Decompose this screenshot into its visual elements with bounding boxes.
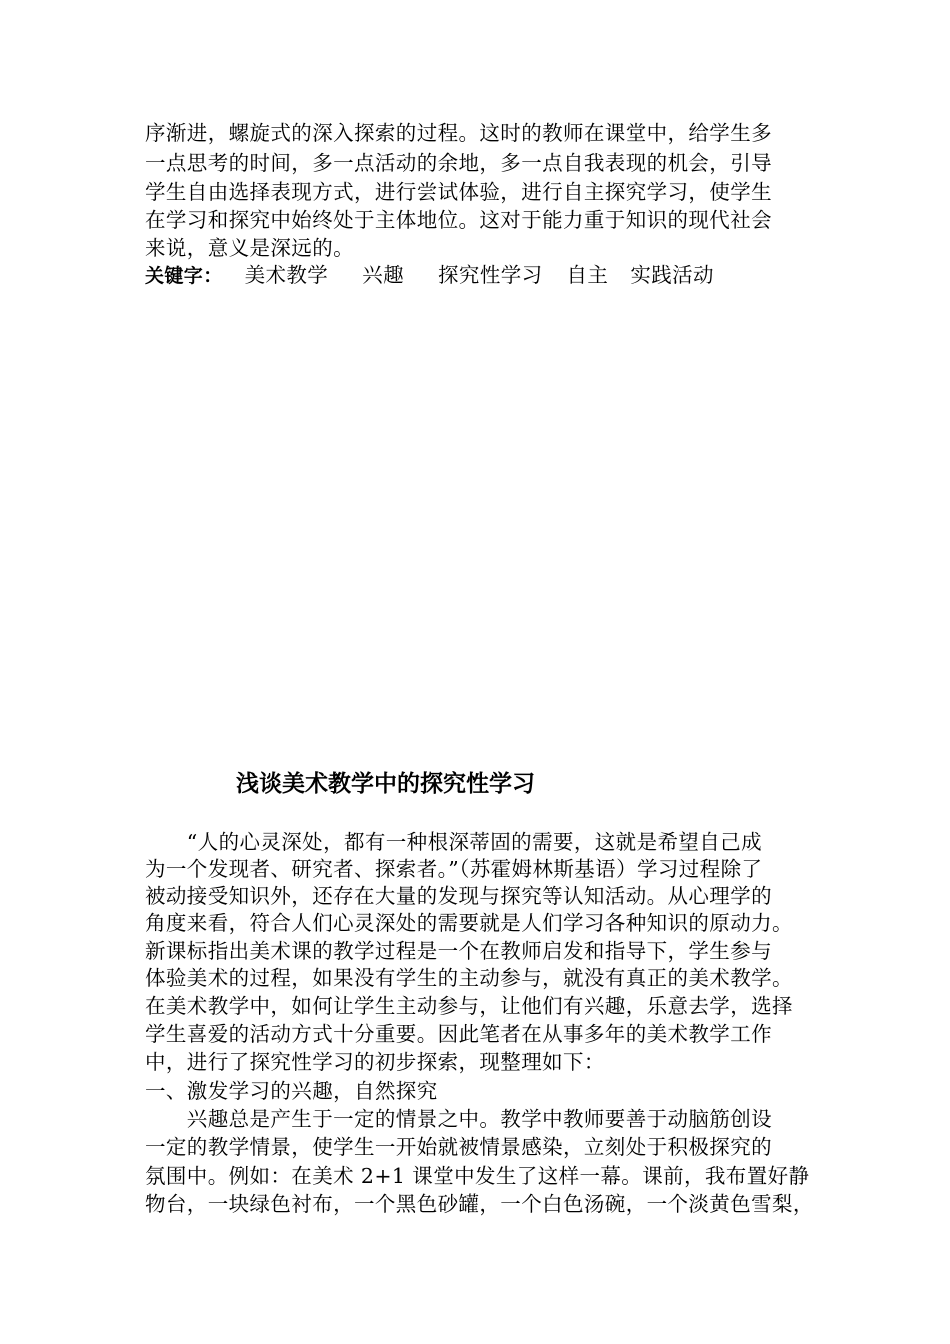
body-line: 在美术教学中，如何让学生主动参与，让他们有兴趣，乐意去学，选择 <box>145 994 793 1018</box>
body-line: 兴趣总是产生于一定的情景之中。教学中教师要善于动脑筋创设 <box>145 1107 772 1131</box>
body-line: 物台，一块绿色衬布，一个黑色砂罐，一个白色汤碗，一个淡黄色雪梨， <box>145 1192 814 1216</box>
body-line: “人的心灵深处，都有一种根深蒂固的需要，这就是希望自己成 <box>145 830 762 854</box>
keyword-item: 兴趣 <box>362 263 405 287</box>
body-line: 新课标指出美术课的教学过程是一个在教师启发和指导下，学生参与 <box>145 939 772 963</box>
abstract-line: 学生自由选择表现方式，进行尝试体验，进行自主探究学习，使学生 <box>145 180 772 204</box>
body-line: 氛围中。例如：在美术 2+1 课堂中发生了这样一幕。课前，我布置好静 <box>145 1164 810 1188</box>
body-line: 学生喜爱的活动方式十分重要。因此笔者在从事多年的美术教学工作 <box>145 1022 772 1046</box>
keywords-row <box>145 263 714 288</box>
abstract-line: 在学习和探究中始终处于主体地位。这对于能力重于知识的现代社会 <box>145 208 772 232</box>
body-line: 角度来看，符合人们心灵深处的需要就是人们学习各种知识的原动力。 <box>145 911 793 935</box>
keyword-item: 探究性学习 <box>438 263 543 287</box>
body-line: 体验美术的过程，如果没有学生的主动参与，就没有真正的美术教学。 <box>145 966 793 990</box>
keyword-item: 自主 <box>566 263 609 287</box>
abstract-line: 来说，意义是深远的。 <box>145 236 354 260</box>
body-line: 中，进行了探究性学习的初步探索，现整理如下： <box>145 1050 605 1074</box>
abstract-line: 序渐进，螺旋式的深入探索的过程。这时的教师在课堂中，给学生多 <box>145 121 772 145</box>
keywords-label: 关键字： <box>145 265 223 287</box>
keyword-item: 实践活动 <box>630 263 714 287</box>
body-line: 一定的教学情景，使学生一开始就被情景感染，立刻处于积极探究的 <box>145 1135 772 1159</box>
body-line: 为一个发现者、研究者、探索者。”（苏霍姆林斯基语）学习过程除了 <box>145 857 763 881</box>
article-title: 浅谈美术教学中的探究性学习 <box>236 771 535 797</box>
body-line: 被动接受知识外，还存在大量的发现与探究等认知活动。从心理学的 <box>145 884 772 908</box>
abstract-line: 一点思考的时间，多一点活动的余地，多一点自我表现的机会，引导 <box>145 151 772 175</box>
keyword-item: 美术教学 <box>244 263 329 287</box>
section-heading: 一、激发学习的兴趣，自然探究 <box>145 1079 438 1103</box>
